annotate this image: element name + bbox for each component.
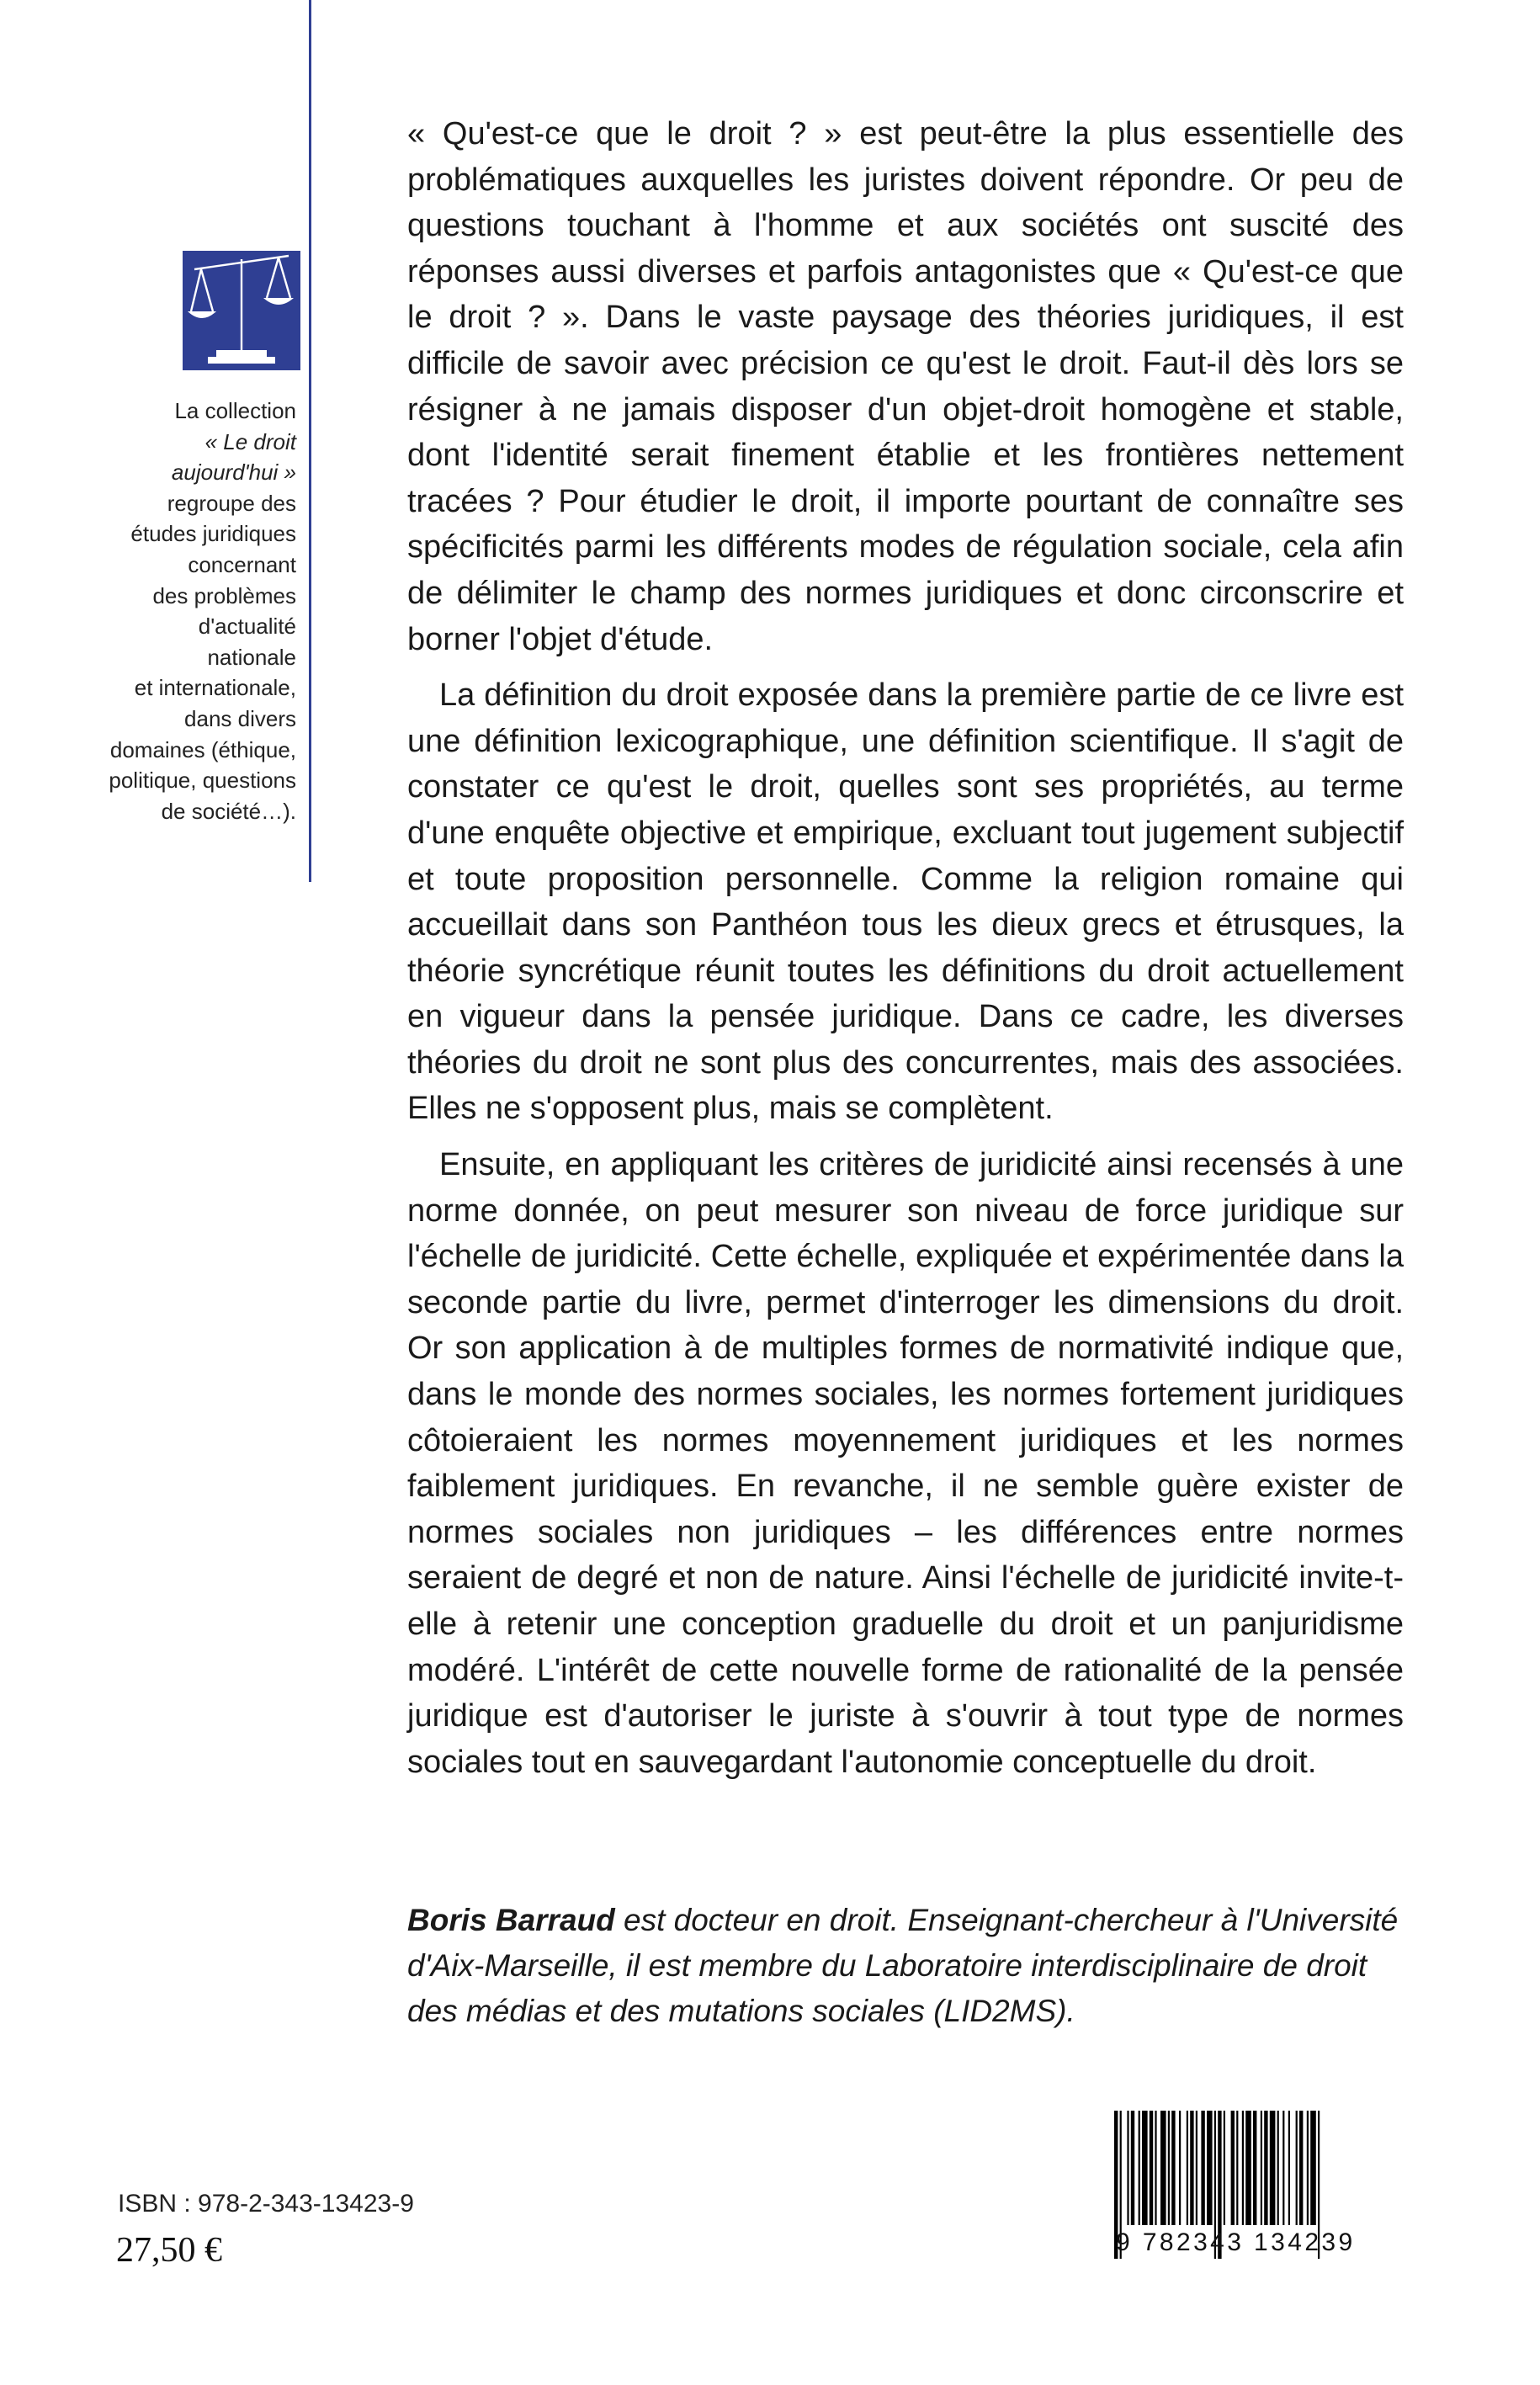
price: 27,50 € bbox=[116, 2231, 222, 2270]
sidebar-line: « Le droit bbox=[204, 428, 296, 454]
barcode-bar bbox=[1160, 2111, 1166, 2225]
author-bio-text: est docteur en droit. Enseignant-chercheur à l'Université d'Aix-Marseille, il est membre du Laboratoire interdisciplinaire de droit des médias et des mutations sociales (LID2MS). bbox=[407, 1903, 1399, 2028]
barcode-bar bbox=[1296, 2111, 1298, 2225]
barcode-bar bbox=[1277, 2111, 1279, 2225]
barcode-bar bbox=[1245, 2111, 1251, 2225]
isbn: ISBN : 978-2-343-13423-9 bbox=[118, 2190, 414, 2218]
barcode-bar bbox=[1270, 2111, 1276, 2225]
collection-description bbox=[101, 396, 296, 826]
barcode-bar bbox=[1224, 2111, 1225, 2225]
sidebar-line: de société…). bbox=[161, 798, 296, 824]
barcode-bar bbox=[1168, 2111, 1170, 2225]
barcode-bar bbox=[1299, 2111, 1303, 2225]
sidebar-line: et internationale, bbox=[134, 675, 296, 701]
barcode-number: 9 782343 134239 bbox=[1116, 2228, 1356, 2256]
summary-paragraph-1: « Qu'est-ce que le droit ? » est peut-être la plus essentielle des problématiques auxquelles les juristes doivent répondre. Or peu de questions touchant à l'homme et aux sociétés ont suscité des réponses aussi diverses et parfois antagonistes que « Qu'est-ce que le droit ? ». Dans le vaste paysage des théories juridiques, il est difficile de savoir avec précision ce qu'est le droit. Faut-il dès lors se résigner à ne jamais disposer d'un objet-droit homogène et stable, dont l'identité serait finement établie et les frontières nettement tracées ? Pour étudier le droit, il importe pourtant de connaître ses spécificités parmi les différents modes de régulation sociale, cela afin de délimiter le champ des normes juridiques et donc circonscrire et borner l'objet d'étude. bbox=[407, 116, 1404, 657]
divider-line bbox=[309, 0, 311, 882]
barcode-bar bbox=[1131, 2111, 1134, 2225]
author-bio bbox=[407, 1898, 1404, 2034]
barcode-bar bbox=[1307, 2111, 1309, 2225]
sidebar-line: nationale bbox=[207, 644, 296, 670]
barcode-bar bbox=[1288, 2111, 1290, 2225]
summary-paragraph-2: La définition du droit exposée dans la première partie de ce livre est une définition lexicographique, une définition scientifique. Il s'agit de constater ce qu'est le droit, quelles sont ses propriétés, au terme d'une enquête objective et empirique, excluant tout jugement subjectif et toute proposition personnelle. Comme la religion romaine qui accueillait dans son Panthéon tous les dieux grecs et étrusques, la théorie syncrétique réunit toutes les définitions du droit actuellement en vigueur dans la pensée juridique. Dans ce cadre, les diverses théories du droit ne sont plus des concurrentes, mais des associées. Elles ne s'opposent plus, mais se complètent. bbox=[407, 677, 1404, 1127]
sidebar-line: politique, questions bbox=[109, 768, 296, 794]
barcode-bar bbox=[1231, 2111, 1235, 2225]
scales-of-justice-icon bbox=[183, 251, 300, 370]
sidebar-line: regroupe des bbox=[167, 490, 296, 516]
barcode-bar bbox=[1127, 2111, 1128, 2225]
barcode-bar bbox=[1264, 2111, 1267, 2225]
barcode-bar bbox=[1155, 2111, 1156, 2225]
sidebar-line: La collection bbox=[174, 398, 296, 423]
back-cover-summary bbox=[407, 111, 1404, 1795]
sidebar-line: dans divers bbox=[184, 705, 296, 731]
sidebar-line: domaines (éthique, bbox=[109, 736, 296, 762]
sidebar-line: études juridiques bbox=[130, 521, 296, 547]
barcode-bar bbox=[1196, 2111, 1197, 2225]
barcode-bar bbox=[1171, 2111, 1175, 2225]
barcode-bar bbox=[1190, 2111, 1193, 2225]
barcode-bar bbox=[1187, 2111, 1188, 2225]
summary-paragraph-3: Ensuite, en appliquant les critères de juridicité ainsi recensés à une norme donnée, on peut mesurer son niveau de force juridique sur l'échelle de juridicité. Cette échelle, expliquée et expérimentée dans la seconde partie du livre, permet d'interroger les dimensions du droit. Or son application à de multiples formes de normativité indique que, dans le monde des normes sociales, les normes fortement juridiques côtoieraient les normes moyennement juridiques et les normes faiblement juridiques. En revanche, il ne semble guère exister de normes sociales non juridiques – les différences entre normes seraient de degré et non de nature. Ainsi l'échelle de juridicité invite-t-elle à retenir une conception graduelle du droit et un panjuridisme modéré. L'intérêt de cette nouvelle forme de rationalité de la pensée juridique est d'autoriser le juriste à s'ouvrir à tout type de normes sociales tout en sauvegardant l'autonomie conceptuelle du droit. bbox=[407, 1147, 1404, 1780]
barcode-bar bbox=[1242, 2111, 1244, 2225]
sidebar-line: d'actualité bbox=[198, 614, 296, 640]
author-name: Boris Barraud bbox=[407, 1903, 615, 1937]
sidebar-line: concernant bbox=[188, 551, 296, 577]
barcode-bar bbox=[1201, 2111, 1204, 2225]
barcode-bar bbox=[1150, 2111, 1153, 2225]
barcode-bar bbox=[1253, 2111, 1256, 2225]
barcode-bar bbox=[1207, 2111, 1213, 2225]
sidebar-line: aujourd'hui » bbox=[171, 459, 296, 486]
barcode-bar bbox=[1261, 2111, 1262, 2225]
sidebar-line: des problèmes bbox=[152, 582, 296, 608]
barcode-bar bbox=[1139, 2111, 1140, 2225]
barcode-bar bbox=[1282, 2111, 1284, 2225]
barcode-bar bbox=[1236, 2111, 1238, 2225]
barcode-bar bbox=[1179, 2111, 1181, 2225]
barcode-bar bbox=[1310, 2111, 1316, 2225]
barcode-bar bbox=[1142, 2111, 1148, 2225]
